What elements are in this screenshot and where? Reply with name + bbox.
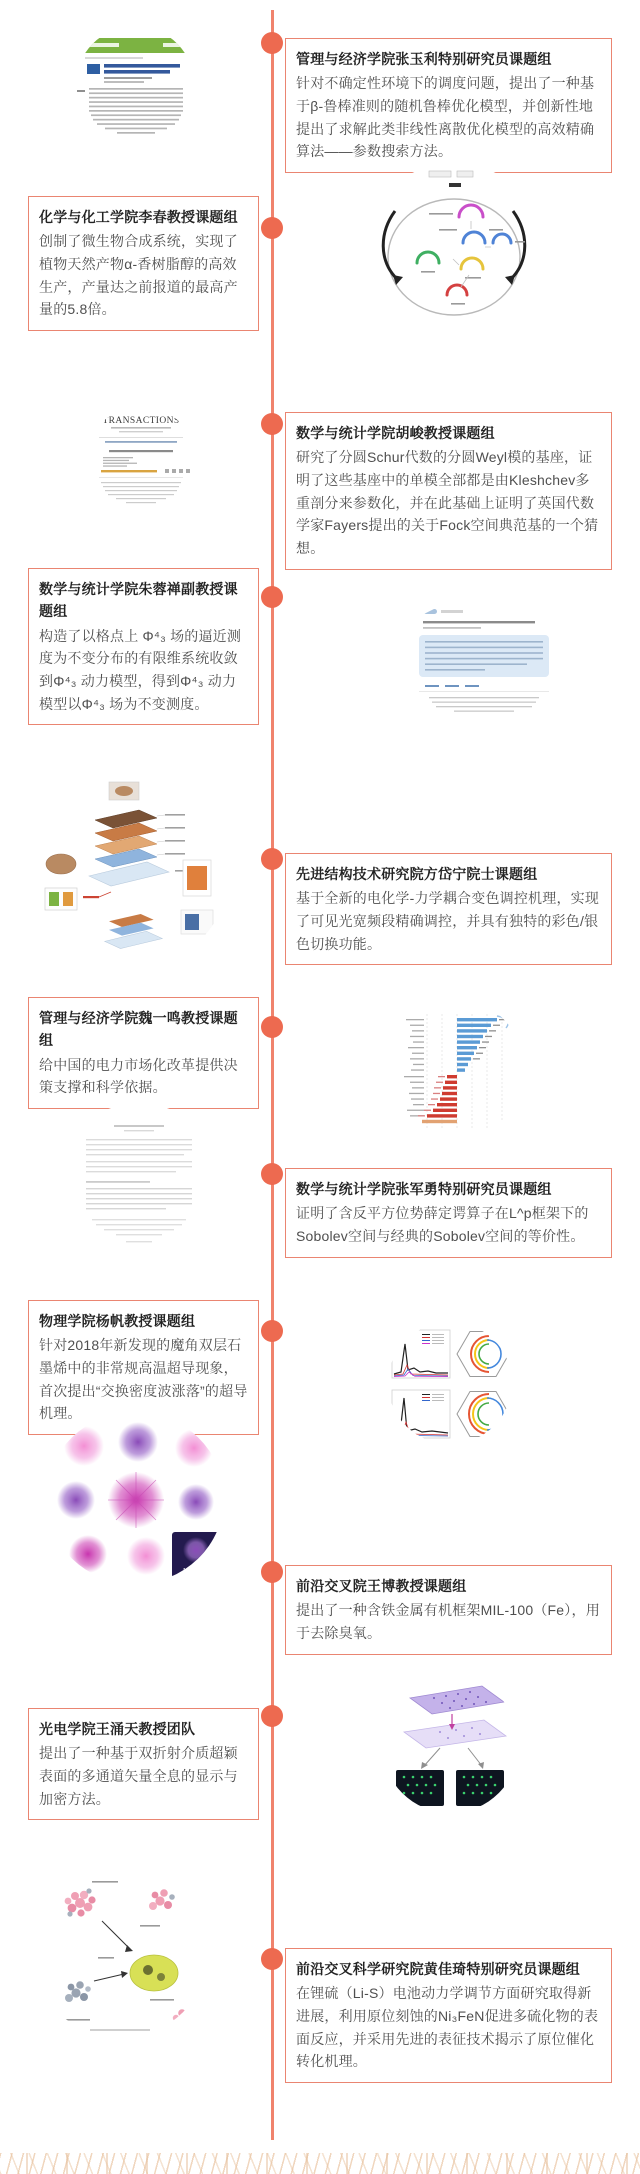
figure-metabolic-pathway-cell <box>365 163 543 335</box>
card-body: 提出了一种含铁金属有机框架MIL-100（Fe），用于去除臭氧。 <box>296 1602 600 1642</box>
research-card-fang-daining <box>285 853 612 965</box>
research-card-hu-jun <box>285 412 612 570</box>
timeline-dot-11 <box>261 1948 283 1970</box>
card-title: 前沿交叉院王博教授课题组 <box>296 1578 467 1594</box>
mof-label-text: MIL-100 <box>183 1568 209 1575</box>
footer-watermark <box>0 2153 640 2174</box>
card-body: 创制了微生物合成系统，实现了植物天然产物α-香树脂醇的高效生产，产量达之前报道的最高产量的5.8倍。 <box>39 233 238 318</box>
card-title: 化学与化工学院李春教授课题组 <box>39 209 238 225</box>
card-title: 管理与经济学院张玉利特别研究员课题组 <box>296 51 552 67</box>
card-body: 针对不确定性环境下的调度问题，提出了一种基于β-鲁棒准则的随机鲁棒优化模型，并创新性地提出了求解此类非线性离散优化模型的高效精确算法——参数搜索方法。 <box>296 75 595 160</box>
card-body: 给中国的电力市场化改革提供决策支撑和科学依据。 <box>39 1056 238 1096</box>
research-card-zhang-yuli <box>285 38 612 173</box>
figure-diverging-bar-chart <box>382 998 524 1140</box>
research-card-zhang-junyong <box>285 1168 612 1258</box>
timeline-line <box>271 10 274 2140</box>
card-body: 在锂硫（Li-S）电池动力学调节方面研究取得新进展，利用原位刻蚀的Ni₃FeN促进多硫化物的表面反应，并采用先进的表征技术揭示了原位催化转化机理。 <box>296 1985 599 2070</box>
figure-paper-abstract-screenshot <box>393 599 575 721</box>
card-body: 证明了含反平方位势薛定谔算子在L^p框架下的Sobolev空间与经典的Sobolev空间的等价性。 <box>296 1205 589 1245</box>
research-card-li-chun <box>28 196 259 331</box>
journal-masthead-text: TRANSACTIONS <box>102 416 180 426</box>
card-body: 构造了以格点上 Φ⁴₃ 场的逼近测度为不变分布的有限维系统收敛到Φ⁴₃ 动力模型，得到Φ⁴₃ 动力模型以Φ⁴₃ 场为不变测度。 <box>39 627 242 712</box>
timeline-dot-6 <box>261 1016 283 1038</box>
figure-lithium-sulfur-battery-mechanism <box>32 1861 209 2038</box>
figure-journal-on-computing-paper <box>75 26 195 148</box>
figure-electrochromic-device-layers <box>25 768 230 970</box>
research-card-wei-yiming <box>28 997 259 1109</box>
figure-faint-paper-text <box>58 1103 220 1265</box>
research-card-huang-jiaqi <box>285 1948 612 2083</box>
card-body: 基于全新的电化学-力学耦合变色调控机理，实现了可见光宽频段精确调控，并具有独特的彩色/银色切换功能。 <box>296 890 600 952</box>
card-body: 研究了分圆Schur代数的分圆Weyl模的基座，证明了这些基座中的单模全部都是由Kleshchev多重剖分来参数化，并在此基础上证明了英国代数学家Fayers提出的关于Fock空间典范基的一个猜想。 <box>296 449 599 557</box>
timeline-dot-3 <box>261 413 283 435</box>
card-title: 先进结构技术研究院方岱宁院士课题组 <box>296 866 538 882</box>
research-card-wang-bo <box>285 1565 612 1655</box>
timeline-dot-5 <box>261 848 283 870</box>
timeline-dot-8 <box>261 1320 283 1342</box>
timeline-dot-9 <box>261 1561 283 1583</box>
card-title: 数学与统计学院张军勇特别研究员课题组 <box>296 1181 552 1197</box>
card-title: 数学与统计学院胡峻教授课题组 <box>296 425 495 441</box>
card-body: 针对2018年新发现的魔角双层石墨烯中的非常规高温超导现象，首次提出“交换密度波涨落”的超导机理。 <box>39 1337 248 1422</box>
figure-metasurface-hologram <box>382 1676 519 1813</box>
timeline-dot-4 <box>261 586 283 608</box>
timeline-dot-1 <box>261 32 283 54</box>
card-body: 提出了一种基于双折射介质超颖表面的多通道矢量全息的显示与加密方法。 <box>39 1745 238 1807</box>
card-title: 数学与统计学院朱蓉禅副教授课题组 <box>39 581 238 620</box>
timeline-dot-7 <box>261 1163 283 1185</box>
figure-superconductivity-spectra-hexagons <box>388 1322 512 1444</box>
card-title: 前沿交叉科学研究院黄佳琦特别研究员课题组 <box>296 1961 580 1977</box>
card-title: 物理学院杨帆教授课题组 <box>39 1313 196 1329</box>
timeline-dot-10 <box>261 1705 283 1727</box>
timeline-dot-2 <box>261 217 283 239</box>
research-card-wang-yongtian <box>28 1708 259 1820</box>
research-card-zhu-rongchan <box>28 568 259 725</box>
figure-mof-crystal-clusters <box>46 1412 224 1584</box>
card-title: 光电学院王涌天教授团队 <box>39 1721 196 1737</box>
card-title: 管理与经济学院魏一鸣教授课题组 <box>39 1010 238 1049</box>
figure-transactions-journal-paper <box>85 407 197 515</box>
